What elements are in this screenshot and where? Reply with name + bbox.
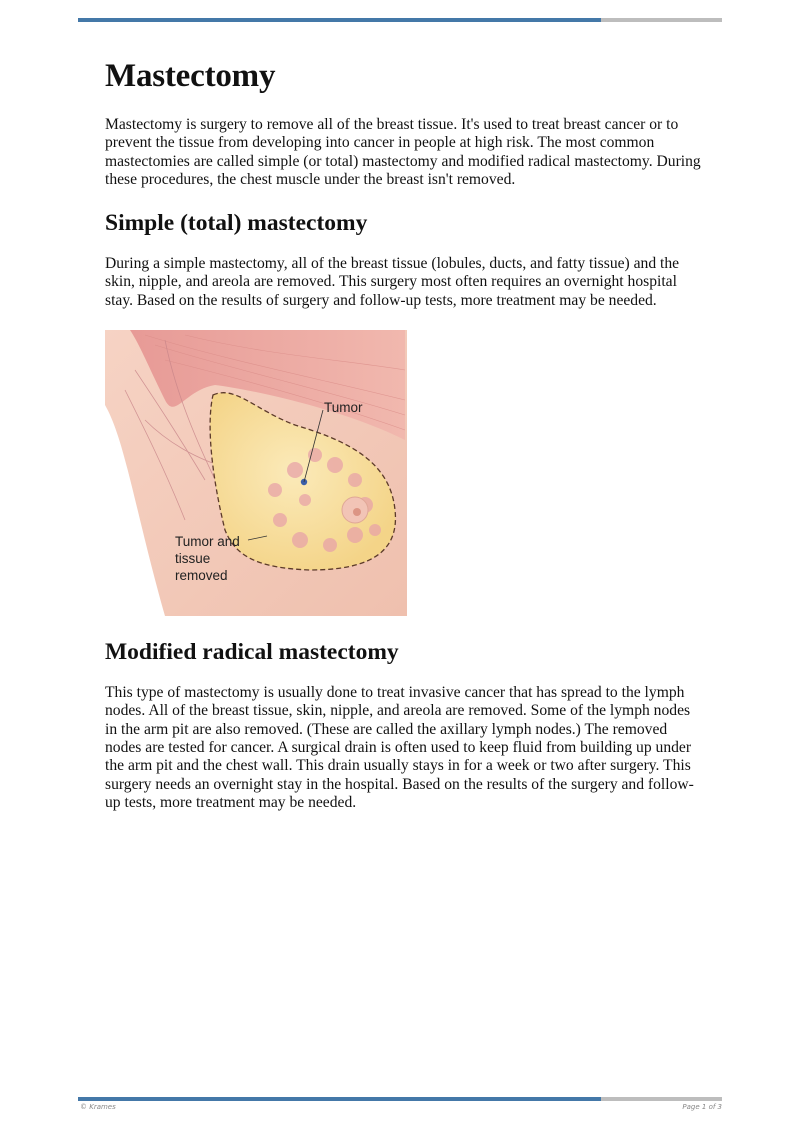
label-tumor-and: Tumor and [175,534,240,550]
label-tumor: Tumor [324,400,363,416]
header-bar-accent [78,18,601,22]
footer-bar-accent [78,1097,601,1101]
section-heading-simple: Simple (total) mastectomy [105,210,368,237]
page-title: Mastectomy [105,58,276,94]
footer-copyright: © Krames [80,1103,116,1111]
footer-progress-bar [78,1097,722,1101]
section-heading-modified-radical: Modified radical mastectomy [105,639,399,666]
footer-bar-track [601,1097,722,1101]
intro-paragraph: Mastectomy is surgery to remove all of the breast tissue. It's used to treat breast cancer or to prevent the tissue from developing into cancer in people at high risk. The most common mastectomies are called simple (or total) mastectomy and modified radical mastectomy. During these procedures, the chest muscle under the breast isn't removed. [105,116,701,188]
document-body [105,56,705,832]
illustration-graphic [105,330,407,616]
label-removed: removed [175,568,228,584]
section-body-simple: During a simple mastectomy, all of the breast tissue (lobules, ducts, and fatty tissue) and the skin, nipple, and areola are removed. This surgery most often requires an overnight hospital stay. Based on the results of surgery and follow-up tests, more treatment may be needed. [105,255,680,309]
label-tissue: tissue [175,551,211,567]
nipple [353,508,361,516]
header-bar-track [601,18,722,22]
header-progress-bar [78,18,722,22]
footer-page-number: Page 1 of 3 [682,1103,722,1111]
mastectomy-illustration [105,330,407,616]
section-body-modified-radical: This type of mastectomy is usually done to treat invasive cancer that has spread to the lymph nodes. All of the breast tissue, skin, nipple, and areola are removed. Some of the lymph nodes in the arm pit are also removed. (These are called the axillary lymph nodes.) The removed nodes are tested for cancer. A surgical drain is often used to keep fluid from building up under the arm pit and the chest wall. This drain usually stays in for a week or two after surgery. This surgery needs an overnight stay in the hospital. Based on the results of the surgery and follow-up tests, more treatment may be needed. [105,684,694,811]
